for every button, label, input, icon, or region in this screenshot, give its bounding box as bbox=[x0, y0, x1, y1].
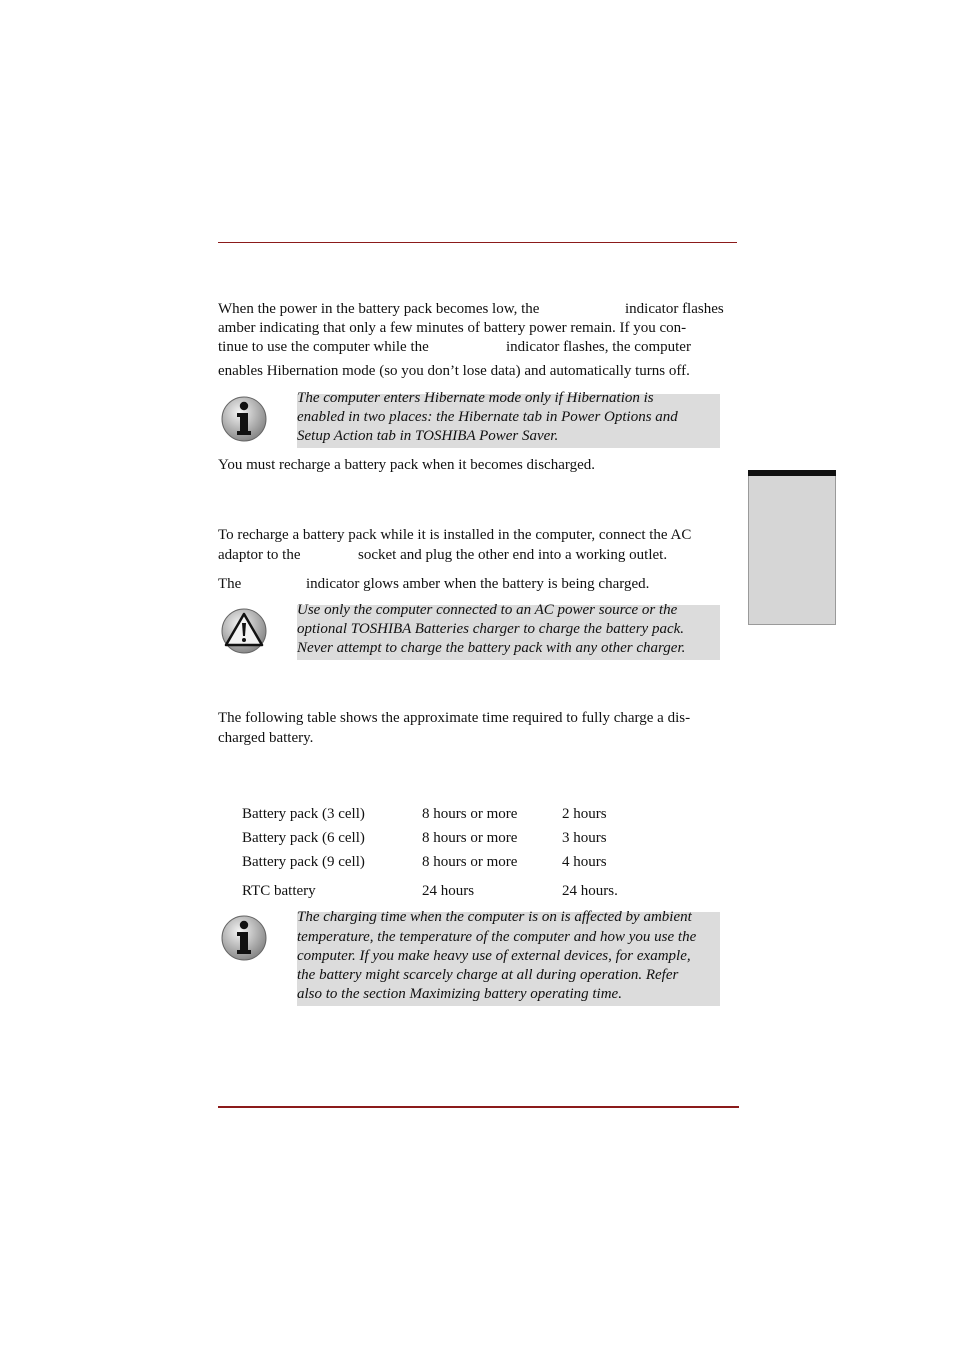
text-line: The bbox=[218, 576, 242, 592]
table-cell: Battery pack (9 cell) bbox=[242, 854, 365, 870]
table-cell: Battery pack (3 cell) bbox=[242, 806, 365, 822]
note-line: The computer enters Hibernate mode only if Hibernation is bbox=[297, 390, 654, 406]
table-cell: 2 hours bbox=[562, 806, 607, 822]
info-icon bbox=[220, 395, 268, 443]
text-line: indicator glows amber when the battery is being charged. bbox=[306, 576, 650, 592]
note-line: the battery might scarcely charge at all during operation. Refer bbox=[297, 967, 679, 983]
text-line: adaptor to the bbox=[218, 547, 301, 563]
table-cell: 8 hours or more bbox=[422, 806, 518, 822]
table-cell: 8 hours or more bbox=[422, 830, 518, 846]
note-line: Use only the computer connected to an AC power source or the bbox=[297, 602, 678, 618]
table-cell: Battery pack (6 cell) bbox=[242, 830, 365, 846]
note-line: computer. If you make heavy use of external devices, for example, bbox=[297, 948, 691, 964]
footer-rule bbox=[218, 1106, 739, 1108]
note-line: Never attempt to charge the battery pack with any other charger. bbox=[297, 640, 686, 656]
text-line: tinue to use the computer while the bbox=[218, 339, 429, 355]
charging-time-note bbox=[297, 909, 720, 1006]
chapter-side-tab bbox=[748, 470, 836, 625]
table-cell: 24 hours bbox=[422, 883, 475, 899]
text-line: When the power in the battery pack becomes low, the bbox=[218, 301, 540, 317]
caution-note bbox=[297, 602, 720, 660]
note-line: Setup Action tab in TOSHIBA Power Saver. bbox=[297, 428, 559, 444]
recharge-needed-text: You must recharge a battery pack when it becomes discharged. bbox=[218, 457, 595, 473]
hibernate-note bbox=[297, 390, 720, 448]
text-line: indicator flashes, the computer bbox=[506, 339, 691, 355]
text-line: To recharge a battery pack while it is installed in the computer, connect the AC bbox=[218, 527, 692, 543]
text-line: amber indicating that only a few minutes of battery power remain. If you con- bbox=[218, 320, 687, 336]
text-line: enables Hibernation mode (so you don’t lose data) and automatically turns off. bbox=[218, 363, 690, 379]
text-line: indicator flashes bbox=[625, 301, 724, 317]
header-rule bbox=[218, 242, 737, 243]
table-cell: 3 hours bbox=[562, 830, 607, 846]
note-line: The charging time when the computer is on is affected by ambient bbox=[297, 909, 692, 925]
table-cell: 8 hours or more bbox=[422, 854, 518, 870]
info-icon bbox=[220, 914, 268, 962]
text-line: charged battery. bbox=[218, 730, 314, 746]
caution-triangle-icon bbox=[220, 607, 268, 655]
note-line: also to the section Maximizing battery operating time. bbox=[297, 986, 622, 1002]
side-tab-bar bbox=[748, 470, 836, 476]
text-line: The following table shows the approximate time required to fully charge a dis- bbox=[218, 710, 691, 726]
note-line: optional TOSHIBA Batteries charger to charge the battery pack. bbox=[297, 621, 685, 637]
table-cell: 4 hours bbox=[562, 854, 607, 870]
note-line: temperature, the temperature of the computer and how you use the bbox=[297, 929, 697, 945]
table-cell: 24 hours. bbox=[562, 883, 618, 899]
table-cell: RTC battery bbox=[242, 883, 316, 899]
note-line: enabled in two places: the Hibernate tab in Power Options and bbox=[297, 409, 678, 425]
text-line: socket and plug the other end into a working outlet. bbox=[358, 547, 668, 563]
